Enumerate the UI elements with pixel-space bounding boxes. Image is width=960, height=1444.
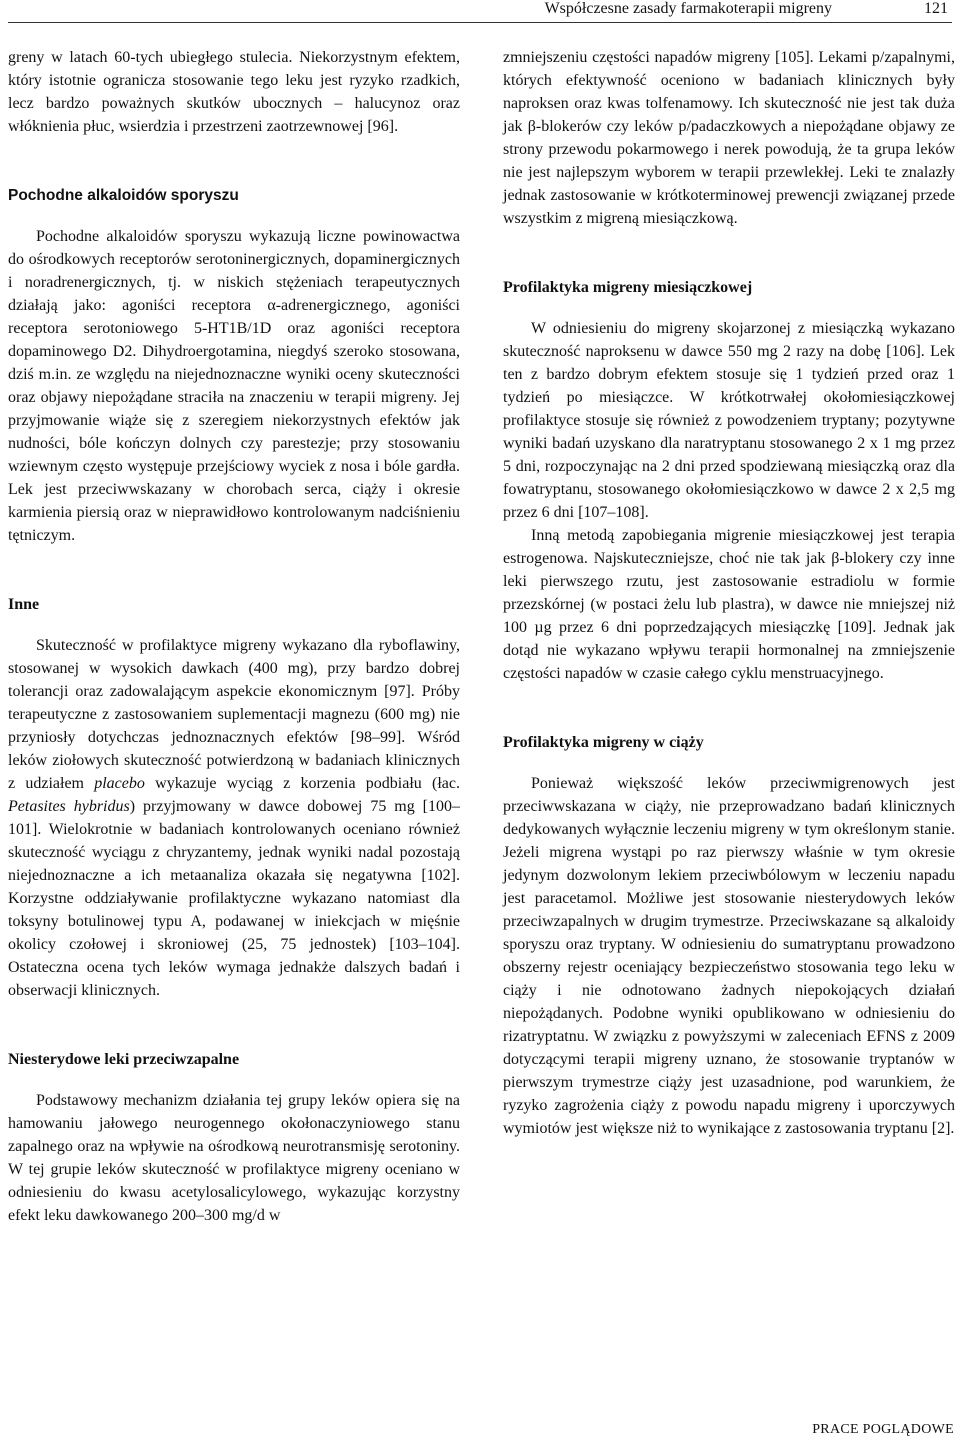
running-header [8,0,952,23]
paragraph-pregnancy: Ponieważ większość leków przeciwmigrenowych jest przeciwwskazana w ciąży, nie przeprowadzano badań klinicznych dedykowanych wyłącznie leczeniu migreny w tym określonym stanie. Jeżeli migrena wystąpi po raz pierwszy właśnie w tym okresie jedynym dozwolonym lekiem przeciwbólowym w leczeniu napadu jest paracetamol. Możliwe jest stosowanie niesterydowych leków przeciwzapalnych w drugim trymestrze. Przeciwskazane są alkaloidy sporyszu oraz tryptany. W odniesieniu do sumatryptanu prowadzono obszerny rejestr oceniający bezpieczeństwo stosowania tego leku w ciąży i nie odnotowano żadnych niepokojących działań niepożądanych. Podobne wyniki opublikowano w odniesieniu do rizatryptatnu. W związku z powyższymi w zaleceniach EFNS z 2009 dotyczącymi terapii migreny uznano, że stosowanie tryptanów w pierwszym trymestrze ciąży jest uzasadnione, pod warunkiem, że ryzyko zagrożenia ciąży z powodu napadu migreny i uporczywych wymiotów jest większe niż to wynikające z zastosowania tryptanu [2]. [503,775,955,1137]
section-heading-menstrual: Profilaktyka migreny miesiączkowej [503,279,753,296]
paragraph-ergot: Pochodne alkaloidów sporyszu wykazują liczne powinowactwa do ośrodkowych receptorów serotoninergicznych, dopaminergicznych i noradrenergicznych, tj. w niskich stężeniach terapeutycznych działają jako: agoniści receptora α-adrenergicznego, agoniści receptora serotoniowego 5-HT1B/1D oraz agoniści receptora dopaminowego D2. Dihydroergotamina, niegdyś szeroko stosowana, dziś m.in. ze względu na niejednoznaczne wyniki oceny skuteczności oraz objawy niepożądane straciła na znaczeniu w terapii migreny. Jej przyjmowanie wiąże się z szeregiem niekorzystnych efektów jak nudności, bóle kończyn dolnych czy parestezje; przy stosowaniu wziewnym często występuje przejściowy wyciek z nosa i bóle gardła. Lek jest przeciwwskazany w chorobach serca, ciąży i okresie karmienia piersią oraz w nieprawidłowo kontrolowanym nadciśnieniu tętniczym. [8,228,460,544]
paragraph-other: Skuteczność w profilaktyce migreny wykazano dla ryboflawiny, stosowanej w wysokich dawkach (400 mg), przy bardzo dobrej tolerancji oraz zadowalającym aspekcie ekonomicznym [97]. Próby terapeutyczne z zastosowaniem suplementacji magnezu (600 mg) nie przyniosły dotychczas jednoznacznych efektów [98–99]. Wśród leków ziołowych skuteczność potwierdzoną w badaniach klinicznych z udziałem placebo wykazuje wyciąg z korzenia podbiału (łac. Petasites hybridus) przyjmowany w dawce dobowej 75 mg [100–101]. Wielokrotnie w badaniach kontrolowanych oceniano również skuteczność wyciągu z chryzantemy, jednak wyniki nadal pozostają niejednoznaczne a ich metaanaliza okazała się negatywna [102]. Korzystne oddziaływanie profilaktyczne wykazano natomiast dla toksyny botulinowej typu A, podawanej w iniekcjach w mięśnie okolicy czołowej i skroniowej (25, 75 jednostek) [103–104]. Ostateczna ocena tych leków wymaga jednakże dalszych badań i obserwacji klinicznych. [8,637,461,999]
section-heading-nsaid: Niesterydowe leki przeciwzapalne [8,1051,240,1068]
paragraph-menstrual-1: W odniesieniu do migreny skojarzonej z miesiączką wykazano skuteczność naproksenu w dawce 550 mg 2 razy na dobę [106]. Lek ten z bardzo dobrym efektem stosuje się 1 tydzień przed oraz 1 tydzień po miesiączce. W krótkotrwałej okołomiesiączkowej profilaktyce stosuje się również z powodzeniem tryptany; pozytywne wyniki badań uzyskano dla naratryptanu stosowanego 2 x 1 mg przez 5 dni, rozpoczynając na 2 dni przed spodziewaną miesiączką oraz dla fowatryptanu, stosowanego okołomiesiączkowo w dawce 2 x 2,5 mg przez 6 dni [107–108]. [503,320,955,521]
right-column [503,46,955,1140]
running-title: Współczesne zasady farmakoterapii migreny [544,0,832,17]
paragraph-continuation-right: zmniejszeniu częstości napadów migreny [105]. Lekami p/zapalnymi, których efektywność oceniono w badaniach klinicznych były naproksen oraz kwas tolfenamowy. Ich skuteczność nie jest tak duża jak β-blokerów czy leków p/padaczkowych a niepożądane objawy ze strony przewodu pokarmowego i nerek powodują, że ta grupa leków nie jest najlepszym wyborem w terapii przewlekłej. Leki te znalazły jednak zastosowanie w krótkoterminowej prewencji związanej przede wszystkim z migreną miesiączkową. [503,49,955,227]
paragraph-menstrual-2: Inną metodą zapobiegania migrenie miesiączkowej jest terapia estrogenowa. Najskuteczniejsze, choć nie tak jak β-blokery czy inne leki pierwszego rzutu, jest zastosowanie estradiolu w formie przezskórnej (w postaci żelu lub plastra), w dawce nie mniejszej niż 100 µg przez 6 dni poprzedzających miesiączkę [109]. Jednak jak dotąd nie wykazano wpływu terapii hormonalnej na zmniejszenie częstości napadów w czasie całego cyklu menstruacyjnego. [503,527,955,682]
section-heading-pregnancy: Profilaktyka migreny w ciąży [503,734,704,751]
paragraph-nsaid: Podstawowy mechanizm działania tej grupy leków opiera się na hamowaniu jałowego neurogennego okołonaczyniowego stanu zapalnego oraz na wpływie na ośrodkową neurotransmisję serotoniny. W tej grupie leków skuteczność w profilaktyce migreny oceniano w odniesieniu do kwasu acetylosalicylowego, wykazując korzystny efekt leku dawkowanego 200–300 mg/d w [8,1092,460,1224]
paragraph-continuation: greny w latach 60-tych ubiegłego stulecia. Niekorzystnym efektem, który istotnie ogranicza stosowanie tego leku jest ryzyko rzadkich, lecz bardzo poważnych skutków ubocznych – halucynoz oraz włóknienia płuc, wsierdzia i przestrzeni zaotrzewnowej [96]. [8,49,460,135]
section-heading-other: Inne [8,596,40,613]
latin-name: Petasites hybridus [8,798,130,815]
footer-label: PRACE POGLĄDOWE [812,1422,954,1437]
section-heading-ergot: Pochodne alkaloidów sporyszu [8,187,239,204]
placebo-term: placebo [94,775,145,792]
page-number: 121 [924,0,948,17]
left-column [8,46,460,1227]
